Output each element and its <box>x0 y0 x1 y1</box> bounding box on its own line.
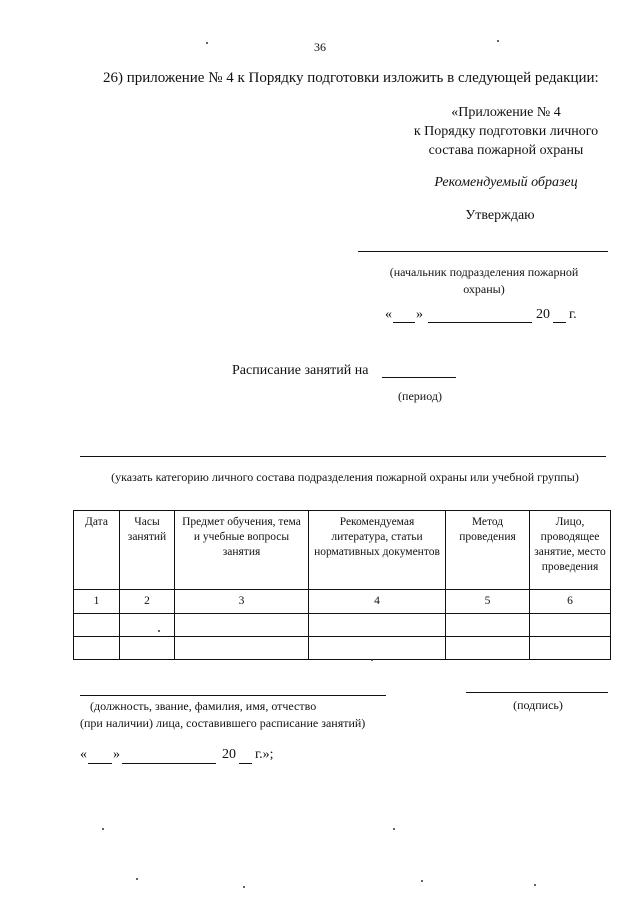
author-caption-line-1: (должность, звание, фамилия, имя, отчество <box>90 699 317 713</box>
table-cell <box>530 637 611 660</box>
chief-signature-line <box>358 251 608 252</box>
table-row <box>74 637 611 660</box>
final-year-blank <box>239 763 252 764</box>
period-blank <box>382 377 456 378</box>
scan-speck <box>136 878 138 880</box>
table-cell <box>530 614 611 637</box>
column-header-literature: Рекомендуемая литература, статьи нормативных документов <box>309 511 446 590</box>
scan-speck <box>497 40 499 42</box>
column-header-hours: Часы занятий <box>120 511 175 590</box>
column-number: 1 <box>74 590 120 614</box>
appendix-line-2: к Порядку подготовки личного <box>413 124 599 139</box>
chief-caption-line-1: (начальник подразделения пожарной <box>389 265 579 279</box>
table-header-row <box>74 511 611 590</box>
author-caption <box>80 698 365 732</box>
table-cell <box>120 637 175 660</box>
signature-line <box>466 692 608 693</box>
final-date-close-quote: » <box>113 747 120 762</box>
approval-day-blank <box>393 322 415 323</box>
column-header-date: Дата <box>74 511 120 590</box>
final-month-blank <box>122 763 216 764</box>
approval-month-blank <box>428 322 532 323</box>
schedule-table <box>73 510 611 660</box>
signature-caption: (подпись) <box>513 698 563 712</box>
appendix-block <box>390 103 622 160</box>
column-header-subject: Предмет обучения, тема и учебные вопросы занятия <box>175 511 309 590</box>
author-line <box>80 695 386 696</box>
table-row <box>74 614 611 637</box>
scan-speck <box>158 630 160 632</box>
column-header-instructor: Лицо, проводящее занятие, место проведения <box>530 511 611 590</box>
column-number: 3 <box>175 590 309 614</box>
table-cell <box>309 614 446 637</box>
final-year-prefix: 20 <box>222 747 236 762</box>
category-caption: (указать категорию личного состава подразделения пожарной охраны или учебной группы) <box>111 470 579 484</box>
approval-year-blank <box>553 322 566 323</box>
scan-speck <box>393 828 395 830</box>
chief-caption-line-2: охраны) <box>463 282 505 296</box>
scan-speck <box>534 884 536 886</box>
table-number-row <box>74 590 611 614</box>
category-line <box>80 456 606 457</box>
author-caption-line-2: (при наличии) лица, составившего расписание занятий) <box>80 716 366 730</box>
approval-date-close-quote: » <box>416 307 423 322</box>
table-cell <box>446 637 530 660</box>
recommended-sample: Рекомендуемый образец <box>434 175 578 190</box>
page-number: 36 <box>314 40 326 54</box>
scan-speck <box>243 886 245 888</box>
approval-year-suffix: г. <box>569 307 577 322</box>
column-number: 5 <box>446 590 530 614</box>
appendix-line-1: «Приложение № 4 <box>451 105 561 120</box>
table-cell <box>175 637 309 660</box>
table-cell <box>120 614 175 637</box>
scan-speck <box>102 828 104 830</box>
table-cell <box>309 637 446 660</box>
scan-speck <box>206 42 208 44</box>
final-day-blank <box>88 763 112 764</box>
period-caption: (период) <box>398 389 442 403</box>
final-year-suffix: г.»; <box>255 747 274 762</box>
table-cell <box>446 614 530 637</box>
column-header-method: Метод проведения <box>446 511 530 590</box>
column-number: 4 <box>309 590 446 614</box>
table-cell <box>175 614 309 637</box>
approve-label: Утверждаю <box>465 208 535 223</box>
column-number: 2 <box>120 590 175 614</box>
appendix-line-3: состава пожарной охраны <box>428 143 584 158</box>
final-date-open-quote: « <box>80 747 87 762</box>
scan-speck <box>371 659 373 661</box>
approval-date-open-quote: « <box>385 307 392 322</box>
approval-year-prefix: 20 <box>536 307 550 322</box>
amendment-heading: 26) приложение № 4 к Порядку подготовки изложить в следующей редакции: <box>103 70 599 86</box>
table-cell <box>74 614 120 637</box>
schedule-title: Расписание занятий на <box>232 363 369 378</box>
column-number: 6 <box>530 590 611 614</box>
scan-speck <box>421 880 423 882</box>
chief-caption <box>362 264 606 298</box>
table-cell <box>74 637 120 660</box>
